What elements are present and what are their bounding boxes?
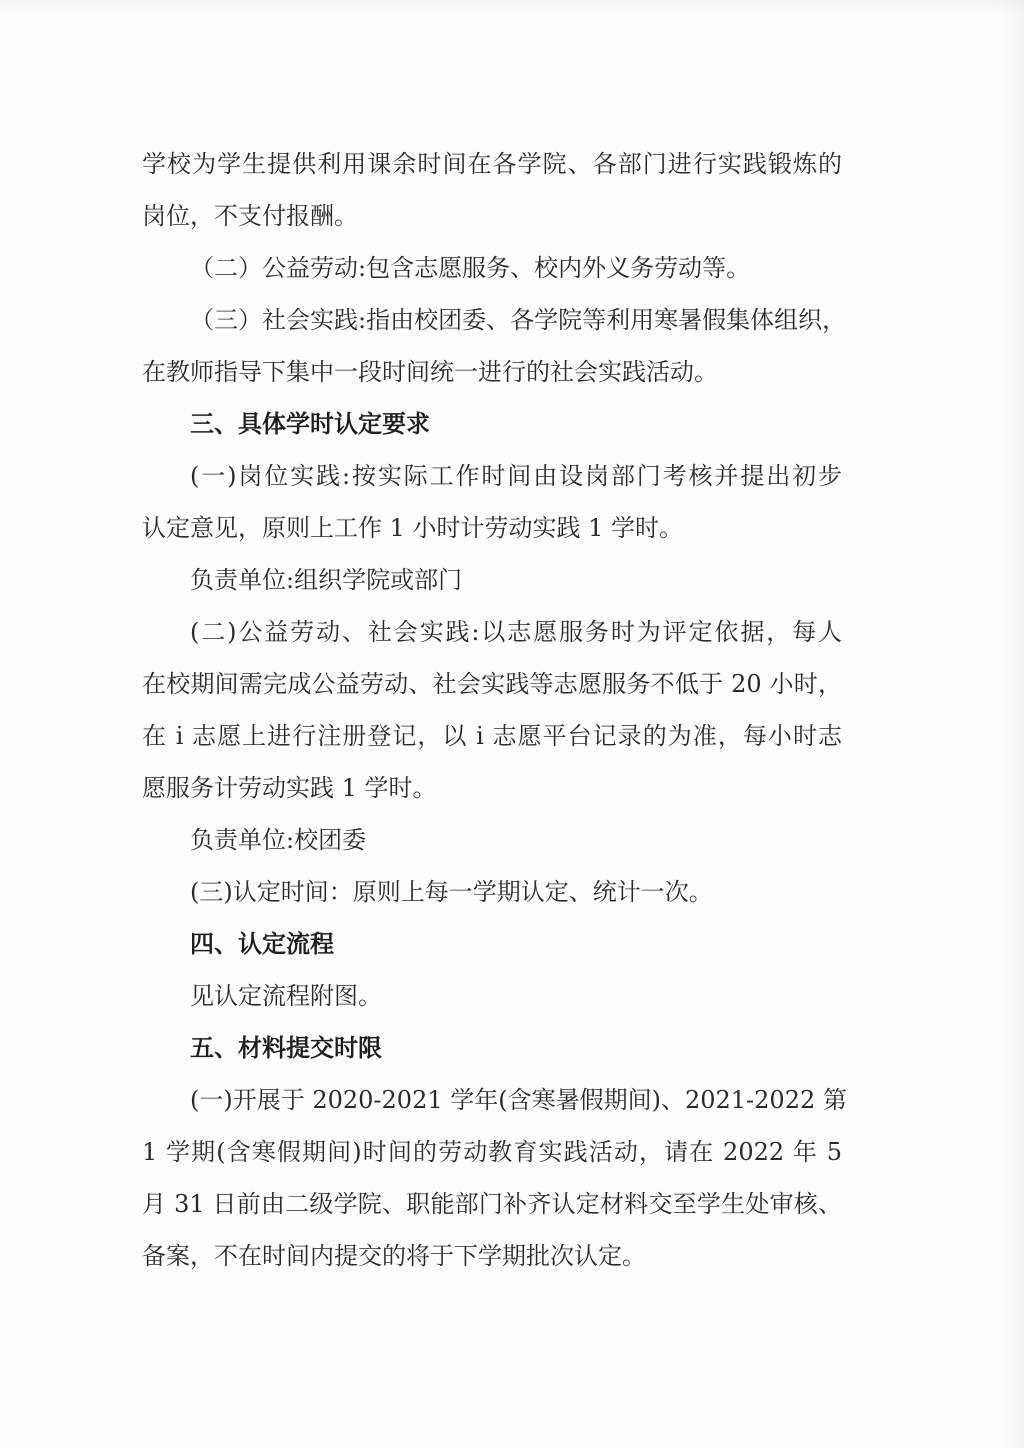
paragraph-line: 学校为学生提供利用课余时间在各学院、各部门进行实践锻炼的 (142, 150, 842, 178)
paragraph-line: 在 i 志愿上进行注册登记，以 i 志愿平台记录的为准，每小时志 (142, 722, 842, 750)
paragraph-line: （三）社会实践:指由校团委、各学院等利用寒暑假集体组织， (190, 306, 847, 334)
paragraph-line: (二)公益劳动、社会实践:以志愿服务时为评定依据，每人 (190, 618, 842, 646)
paragraph-line: 认定意见，原则上工作 1 小时计劳动实践 1 学时。 (142, 514, 684, 542)
paragraph-line: (三)认定时间：原则上每一学期认定、统计一次。 (190, 878, 713, 906)
paragraph-line: （二）公益劳动:包含志愿服务、校内外义务劳动等。 (190, 254, 751, 282)
paragraph-line: 备案，不在时间内提交的将于下学期批次认定。 (142, 1242, 646, 1270)
paragraph-line: 在校期间需完成公益劳动、社会实践等志愿服务不低于 20 小时， (142, 670, 842, 698)
paragraph-line: 负责单位:组织学院或部门 (190, 566, 463, 594)
document-body (142, 138, 847, 1282)
section-heading: 五、材料提交时限 (190, 1034, 382, 1062)
paragraph-line: 负责单位:校团委 (190, 826, 367, 854)
paragraph-line: 1 学期(含寒假期间)时间的劳动教育实践活动，请在 2022 年 5 (142, 1138, 842, 1166)
paragraph-line: (一)开展于 2020-2021 学年(含寒暑假期间)、2021-2022 第 (190, 1086, 847, 1114)
scan-shadow-top (0, 0, 1024, 14)
paragraph-line: 在教师指导下集中一段时间统一进行的社会实践活动。 (142, 358, 718, 386)
paragraph-line: 月 31 日前由二级学院、职能部门补齐认定材料交至学生处审核、 (142, 1190, 842, 1218)
scan-shadow-right (996, 0, 1024, 1448)
paragraph-line: 愿服务计劳动实践 1 学时。 (142, 774, 437, 802)
paragraph-line: 岗位，不支付报酬。 (142, 202, 358, 230)
section-heading: 三、具体学时认定要求 (190, 410, 430, 438)
paragraph-line: 见认定流程附图。 (190, 982, 382, 1010)
paragraph-line: (一)岗位实践:按实际工作时间由设岗部门考核并提出初步 (190, 462, 842, 490)
section-heading: 四、认定流程 (190, 930, 334, 958)
